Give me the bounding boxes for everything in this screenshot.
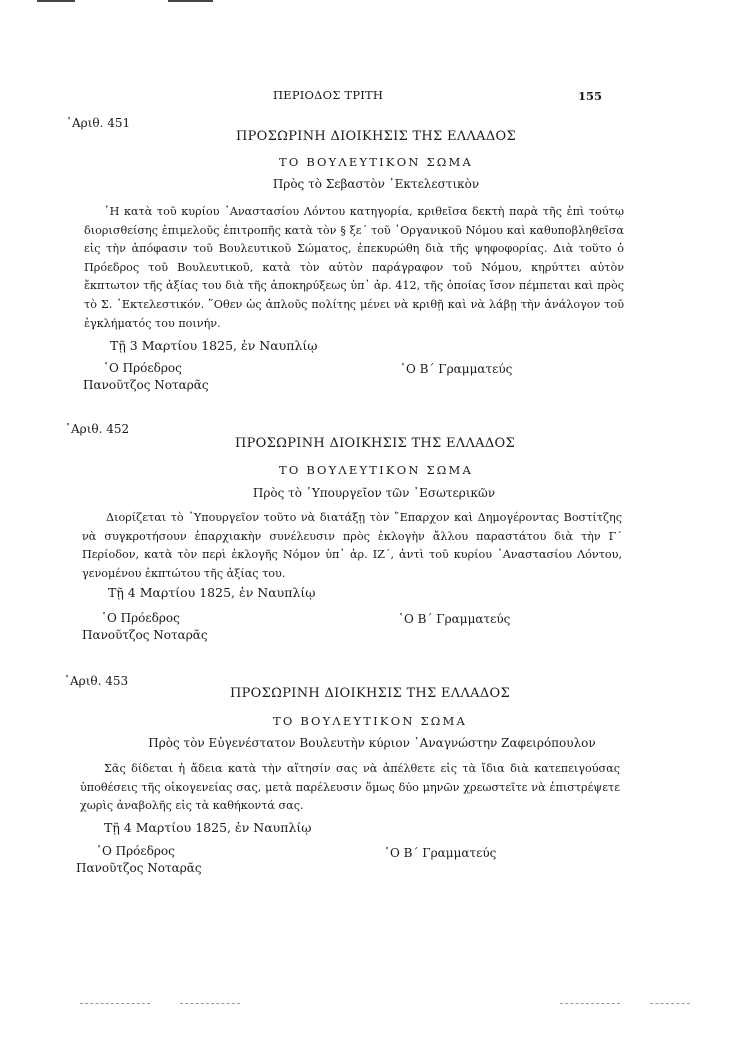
running-title: ΠΕΡΙΟΔΟΣ ΤΡΙΤΗ xyxy=(273,88,384,102)
scan-edge-mark xyxy=(168,0,213,2)
scan-edge-mark xyxy=(80,1003,150,1004)
document-body: Διορίζεται τὸ ῾Υπουργεῖον τοῦτο νὰ διατάξῃ τὸν ῎Επαρχον καὶ Δημογέροντας Βοστίτζης νὰ συγκροτήσουν ἐπαρχιακὴν συνέλευσιν πρὸς ἐκλογὴν ἄλλου παραστάτου διὰ τὴν Γ΄ Περίοδον, κατὰ τὸν περὶ ἐκλογῆς Νόμον ὑπ᾿ ἀρ. ΙΖ΄, ἀντὶ τοῦ κυρίου ᾿Αναστασίου Λόντου, γενομένου ἐκπτώτου τῆς ἀξίας του. xyxy=(82,511,622,580)
president-title: ῾Ο Πρόεδρος xyxy=(103,361,182,375)
running-header xyxy=(0,88,744,104)
president-name: Πανοῦτζος Νοταρᾶς xyxy=(76,861,202,875)
document-heading: ΠΡΟΣΩΡΙΝΗ ΔΙΟΙΚΗΣΙΣ ΤΗΣ ΕΛΛΑΔΟΣ xyxy=(235,436,515,451)
document-heading: ΠΡΟΣΩΡΙΝΗ ΔΙΟΙΚΗΣΙΣ ΤΗΣ ΕΛΛΑΔΟΣ xyxy=(230,686,510,701)
president-name: Πανοῦτζος Νοταρᾶς xyxy=(83,378,209,392)
secretary-title: ῾Ο Β΄ Γραμματεύς xyxy=(398,612,511,626)
document-body: Σᾶς δίδεται ἡ ἄδεια κατὰ τὴν αἴτησίν σας νὰ ἀπέλθετε εἰς τὰ ἴδια διὰ κατεπειγούσας ὑποθέσεις τῆς οἰκογενείας σας, μετὰ παρέλευσιν ὅμως δύο μηνῶν χρεωστεῖτε νὰ ἐπιστρέψετε χωρὶς ἀναβολῆς εἰς τὰ καθήκοντά σας. xyxy=(80,762,620,813)
scan-edge-mark xyxy=(650,1003,690,1004)
scan-edge-mark xyxy=(37,0,75,2)
document-number: ᾿Αριθ. 451 xyxy=(66,116,131,130)
secretary-title: ῾Ο Β΄ Γραμματεύς xyxy=(400,362,513,376)
president-name: Πανοῦτζος Νοταρᾶς xyxy=(82,628,208,642)
document-number: ᾿Αριθ. 452 xyxy=(65,422,130,436)
document-addressee: Πρὸς τὸ Σεβαστὸν ᾿Εκτελεστικὸν xyxy=(272,177,480,191)
document-date: Τῇ 3 Μαρτίου 1825, ἐν Ναυπλίῳ xyxy=(110,338,318,353)
president-title: ῾Ο Πρόεδρος xyxy=(96,844,175,858)
document-addressee: Πρὸς τὸ ῾Υπουργεῖον τῶν ᾿Εσωτερικῶν xyxy=(252,486,496,500)
document-body: ῾Η κατὰ τοῦ κυρίου ᾿Αναστασίου Λόντου κατηγορία, κριθεῖσα δεκτὴ παρὰ τῆς ἐπὶ τούτῳ διορισθείσης ἐπιμελοῦς ἐπιτροπῆς κατὰ τὸν § ξε΄ τοῦ ᾿Οργανικοῦ Νόμου καὶ καθυποβληθεῖσα εἰς τὴν ἀπόφασιν τοῦ Βουλευτικοῦ Σώματος, ἐπεκυρώθη διὰ τῆς ψηφοφορίας. Διὰ τοῦτο ὁ Πρόεδρος τοῦ Βουλευτικοῦ, κατὰ τὸν αὐτὸν παράγραφον τοῦ Νόμου, κηρύττει αὐτὸν ἔκπτωτον τῆς ἀξίας του διὰ τῆς ἀποκηρύξεως ὑπ᾿ ἀρ. 412, τῆς ὁποίας ἴσον πέμπεται καὶ πρὸς τὸ Σ. ᾿Εκτελεστικόν. ῞Οθεν ὡς ἁπλοῦς πολίτης μένει νὰ κριθῇ καὶ νὰ λάβῃ τὴν ἀνάλογον τοῦ ἐγκλήματός του ποινήν. xyxy=(84,205,624,330)
secretary-title: ῾Ο Β΄ Γραμματεύς xyxy=(384,846,497,860)
scan-edge-mark xyxy=(560,1003,620,1004)
document-number: ᾿Αριθ. 453 xyxy=(64,674,129,688)
document-date: Τῇ 4 Μαρτίου 1825, ἐν Ναυπλίῳ xyxy=(104,820,312,835)
document-heading: ΠΡΟΣΩΡΙΝΗ ΔΙΟΙΚΗΣΙΣ ΤΗΣ ΕΛΛΑΔΟΣ xyxy=(236,129,516,144)
president-title: ῾Ο Πρόεδρος xyxy=(101,611,180,625)
document-subheading: ΤΟ ΒΟΥΛΕΥΤΙΚΟΝ ΣΩΜΑ xyxy=(272,714,467,728)
page-number: 155 xyxy=(578,89,603,103)
document-subheading: ΤΟ ΒΟΥΛΕΥΤΙΚΟΝ ΣΩΜΑ xyxy=(278,463,473,477)
scan-edge-mark xyxy=(180,1003,240,1004)
document-date: Τῇ 4 Μαρτίου 1825, ἐν Ναυπλίῳ xyxy=(108,585,316,600)
document-subheading: ΤΟ ΒΟΥΛΕΥΤΙΚΟΝ ΣΩΜΑ xyxy=(278,155,473,169)
document-addressee: Πρὸς τὸν Εὐγενέστατον Βουλευτὴν κύριον ᾿Αναγνώστην Ζαφειρόπουλον xyxy=(148,736,596,750)
